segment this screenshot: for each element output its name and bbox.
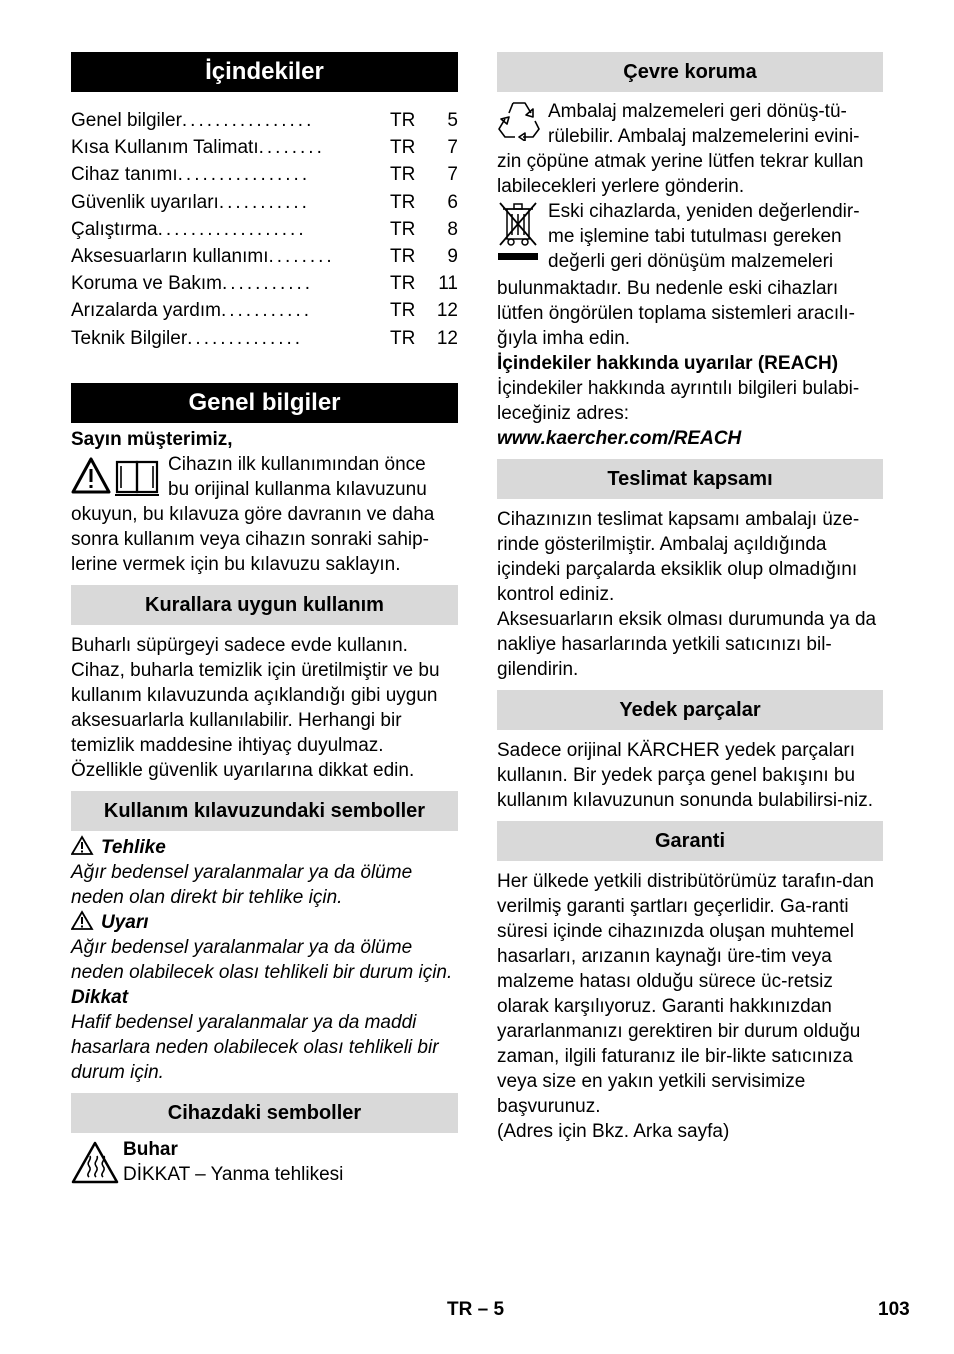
warning-label-row — [71, 910, 458, 935]
toc-page: 12 — [436, 300, 458, 322]
delivery-text-2: Aksesuarların eksik olması durumunda ya da nakliye hasarlarında yetkili satıcınızı bil-gilendirin. — [497, 609, 877, 680]
intro-line-1: Cihazın ilk kullanımından önce — [168, 453, 426, 475]
crossed-bin-icon — [497, 199, 541, 269]
spare-parts-heading: Yedek parçalar — [497, 690, 883, 730]
old-devices-line-2: me işlemine tabi tutulması gereken — [548, 226, 842, 247]
old-devices-text: bulunmaktadır. Bu nedenle eski cihazları lütfen öngörülen toplama sistemleri aracılı-ğıyla imha edin. — [497, 278, 856, 349]
packaging-text: zin çöpüne atmak yerine lütfen tekrar kullan labilecekleri yerlere gönderin. — [497, 151, 864, 197]
environment-heading: Çevre koruma — [497, 52, 883, 92]
toc-row[interactable] — [71, 325, 458, 352]
old-devices-block — [497, 199, 883, 276]
toc-lang: TR — [390, 273, 416, 295]
toc-dots: ........ — [268, 245, 335, 267]
steam-symbol-block — [71, 1137, 458, 1192]
toc-dots: ........... — [220, 300, 313, 322]
warning-triangle-icon — [71, 910, 95, 930]
toc-page: 9 — [447, 245, 458, 267]
delivery-heading: Teslimat kapsamı — [497, 459, 883, 499]
toc-row[interactable] — [71, 161, 458, 188]
proper-use-heading: Kurallara uygun kullanım — [71, 585, 458, 625]
toc-row[interactable] — [71, 134, 458, 161]
warranty-heading: Garanti — [497, 821, 883, 861]
caution-label: Dikkat — [71, 986, 129, 1008]
toc-lang: TR — [390, 245, 416, 267]
toc-lang: TR — [390, 110, 416, 131]
intro-block — [71, 452, 458, 502]
toc-title: Arızalarda yardım — [71, 300, 221, 322]
toc-page: 12 — [436, 327, 458, 349]
toc-lang: TR — [390, 300, 416, 322]
recycle-icon — [497, 99, 541, 141]
warranty-address-note: (Adres için Bkz. Arka sayfa) — [497, 1121, 730, 1142]
left-column — [71, 52, 458, 1192]
toc-dots: ................ — [177, 164, 311, 186]
reach-url-link[interactable]: www.kaercher.com/REACH — [497, 428, 742, 449]
manual-symbols-heading: Kullanım kılavuzundaki semboller — [71, 791, 458, 831]
toc-dots: ........... — [218, 191, 310, 213]
reach-title: İçindekiler hakkında uyarılar (REACH) — [497, 353, 839, 374]
toc-row[interactable] — [71, 270, 458, 297]
page-number: 103 — [878, 1299, 910, 1320]
warning-triangle-icon — [71, 835, 95, 855]
toc-dots: .............. — [187, 327, 304, 349]
general-heading: Genel bilgiler — [71, 383, 458, 423]
toc-page: 7 — [447, 164, 458, 186]
device-symbols-heading: Cihazdaki semboller — [71, 1093, 458, 1133]
packaging-line-1: Ambalaj malzemeleri geri dönüş-tü- — [548, 101, 847, 122]
toc-title: Çalıştırma — [71, 218, 158, 240]
contents-heading: İçindekiler — [71, 52, 458, 92]
steam-warning-icon — [71, 1141, 119, 1185]
spare-parts-text: Sadece orijinal KÄRCHER yedek parçaları kullanın. Bir yedek parça genel bakışını bu kullanım kılavuzunun sonunda bulabilirsi-niz. — [497, 740, 873, 811]
reach-text: İçindekiler hakkında ayrıntılı bilgileri bulabi-leceğiniz adres: — [497, 378, 860, 424]
footer-section: TR – 5 — [447, 1299, 505, 1320]
salutation: Sayın müşterimiz, — [71, 428, 233, 450]
toc-page: 11 — [438, 273, 458, 295]
toc-title: Aksesuarların kullanımı — [71, 245, 269, 267]
danger-text: Ağır bedensel yaralanmalar ya da ölüme neden olan direkt bir tehlike için. — [71, 861, 413, 908]
toc-row[interactable] — [71, 297, 458, 324]
toc-lang: TR — [390, 218, 416, 240]
warning-text: Ağır bedensel yaralanmalar ya da ölüme neden olabilecek olası tehlikeli bir durum için. — [71, 936, 453, 983]
toc-dots: ................ — [181, 110, 315, 131]
steam-text: DİKKAT – Yanma tehlikesi — [123, 1163, 344, 1185]
toc-lang: TR — [390, 191, 416, 213]
table-of-contents — [71, 107, 458, 352]
toc-dots: ........ — [258, 137, 325, 159]
warning-label: Uyarı — [101, 911, 149, 933]
intro-line-2: bu orijinal kullanma kılavuzunu — [168, 478, 427, 500]
old-devices-line-3: değerli geri dönüşüm malzemeleri — [548, 251, 834, 272]
proper-use-text: Buharlı süpürgeyi sadece evde kullanın. Cihaz, buharla temizlik için üretilmiştir ve bu kullanım kılavuzunda açıklandığı gibi uygun aksesuarlarla kullanılabilir. Herhangi bir temizlik maddesine ihtiyaç duyulmaz. Özellikle güvenlik uyarılarına dikkat edin. — [71, 634, 440, 781]
packaging-block — [497, 99, 883, 149]
caution-text: Hafif bedensel yaralanmalar ya da maddi hasarlara neden olabilecek olası tehlikeli bir durum için. — [71, 1011, 439, 1083]
toc-row[interactable] — [71, 243, 458, 270]
danger-label-row — [71, 835, 458, 860]
toc-row[interactable] — [71, 107, 458, 134]
steam-label: Buhar — [123, 1138, 178, 1160]
right-column — [497, 52, 883, 1144]
toc-row[interactable] — [71, 216, 458, 243]
toc-dots: .................. — [157, 218, 307, 240]
danger-label: Tehlike — [101, 836, 166, 858]
toc-title: Genel bilgiler — [71, 110, 182, 131]
toc-title: Cihaz tanımı — [71, 164, 178, 186]
toc-title: Koruma ve Bakım — [71, 273, 222, 295]
toc-page: 5 — [447, 110, 458, 131]
toc-dots: ........... — [222, 273, 314, 295]
warranty-text: Her ülkede yetkili distribütörümüz tarafın-dan verilmiş garanti şartları geçerlidir. Ga-ranti süresi içinde cihazınızda oluşan muhtemel hasarları, arızanın kaynağı üre-tim veya malzeme hatası olduğu sürece üc-retsiz olarak karşılıyoruz. Garanti hakkınızdan yararlanmanızı gerektiren bir durum olduğu zaman, ilgili faturanız ile bir-likte satıcınıza veya size en yakın yetkili servisimize başvurunuz. — [497, 871, 875, 1117]
manual-book-icon — [115, 462, 159, 495]
warning-triangle-icon — [73, 459, 109, 492]
toc-title: Güvenlik uyarıları — [71, 191, 219, 213]
delivery-text-1: Cihazınızın teslimat kapsamı ambalajı üze-rinde gösterilmiştir. Ambalaj açıldığında içindeki parçalarda eksiklik olup olmadığını kontrol ediniz. — [497, 509, 860, 605]
toc-page: 6 — [447, 191, 458, 213]
old-devices-line-1: Eski cihazlarda, yeniden değerlendir- — [548, 201, 860, 222]
toc-page: 8 — [447, 218, 458, 240]
intro-text: okuyun, bu kılavuza göre davranın ve daha sonra kullanım veya cihazın sonraki sahip-lerine vermek için bu kılavuzu saklayın. — [71, 503, 435, 575]
toc-title: Kısa Kullanım Talimatı — [71, 137, 259, 159]
packaging-line-2: rülebilir. Ambalaj malzemelerini evini- — [548, 126, 860, 147]
toc-title: Teknik Bilgiler — [71, 327, 188, 349]
toc-page: 7 — [447, 137, 458, 159]
toc-row[interactable] — [71, 189, 458, 216]
toc-lang: TR — [390, 327, 416, 349]
toc-lang: TR — [390, 137, 416, 159]
toc-lang: TR — [390, 164, 416, 186]
